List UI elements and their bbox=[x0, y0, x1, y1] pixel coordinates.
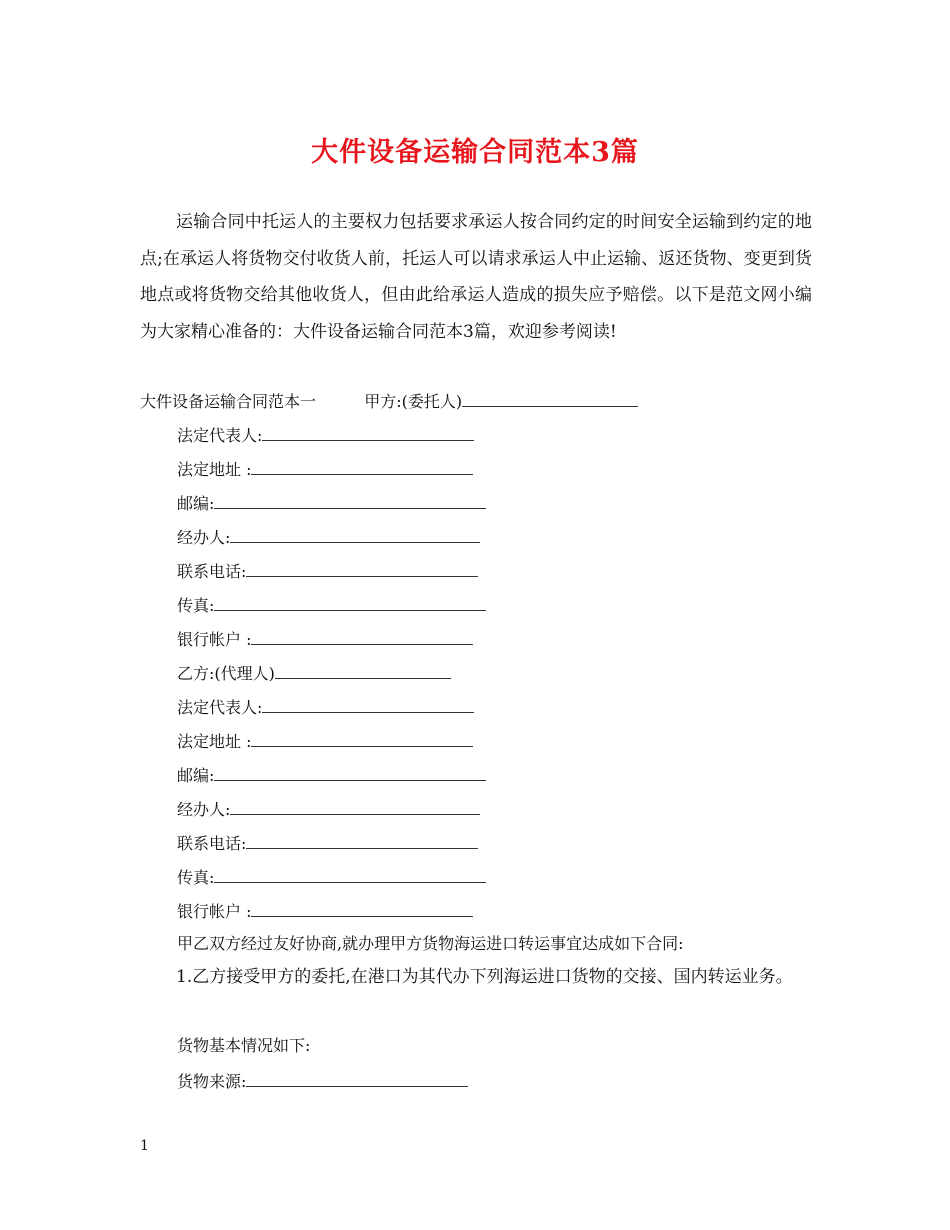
agreement-statement: 甲乙双方经过友好协商,就办理甲方货物海运进口转运事宜达成如下合同: bbox=[177, 934, 684, 953]
field-label: 经办人: bbox=[177, 800, 231, 819]
party-b-field bbox=[177, 796, 480, 820]
field-label: 邮编: bbox=[177, 766, 215, 785]
field-blank bbox=[262, 694, 474, 713]
party-a-field bbox=[177, 456, 473, 480]
party-b-field bbox=[177, 864, 486, 888]
field-blank bbox=[246, 558, 478, 577]
party-b-line bbox=[177, 660, 451, 684]
party-a-field bbox=[177, 524, 480, 548]
field-blank bbox=[214, 592, 486, 611]
field-label: 联系电话: bbox=[177, 834, 247, 853]
field-blank bbox=[230, 524, 480, 543]
field-label: 邮编: bbox=[177, 494, 215, 513]
goods-source-blank bbox=[246, 1068, 468, 1087]
party-a-field bbox=[177, 422, 474, 446]
field-blank bbox=[262, 422, 474, 441]
field-blank bbox=[214, 490, 486, 509]
party-b-field bbox=[177, 728, 473, 752]
contract-heading-line bbox=[140, 388, 638, 412]
goods-intro: 货物基本情况如下: bbox=[177, 1036, 311, 1055]
field-label: 法定地址 : bbox=[177, 460, 252, 479]
party-a-field bbox=[177, 490, 486, 514]
party-b-field bbox=[177, 762, 486, 786]
field-blank bbox=[251, 626, 473, 645]
field-blank bbox=[214, 762, 486, 781]
document-title: 大件设备运输合同范本3篇 bbox=[311, 137, 639, 168]
clause-1: 1.乙方接受甲方的委托,在港口为其代办下列海运进口货物的交接、国内转运业务。 bbox=[176, 967, 793, 987]
field-label: 法定地址 : bbox=[177, 732, 252, 751]
party-b-field bbox=[177, 694, 474, 718]
field-label: 联系电话: bbox=[177, 562, 247, 581]
field-blank bbox=[251, 728, 473, 747]
field-blank bbox=[230, 796, 480, 815]
goods-source-label: 货物来源: bbox=[177, 1072, 247, 1091]
contract-heading: 大件设备运输合同范本一 bbox=[140, 392, 317, 411]
field-label: 法定代表人: bbox=[177, 698, 263, 717]
field-label: 传真: bbox=[177, 868, 215, 887]
field-label: 传真: bbox=[177, 596, 215, 615]
party-b-field bbox=[177, 830, 478, 854]
field-label: 银行帐户 : bbox=[177, 630, 252, 649]
party-b-blank bbox=[275, 660, 451, 679]
party-a-blank bbox=[462, 388, 638, 407]
field-label: 法定代表人: bbox=[177, 426, 263, 445]
field-blank bbox=[251, 898, 473, 917]
field-blank bbox=[246, 830, 478, 849]
party-a-field bbox=[177, 558, 478, 582]
page-number: 1 bbox=[140, 1138, 149, 1154]
party-a-field bbox=[177, 626, 473, 650]
party-b-field bbox=[177, 898, 473, 922]
field-blank bbox=[214, 864, 486, 883]
party-a-field bbox=[177, 592, 486, 616]
field-label: 银行帐户 : bbox=[177, 902, 252, 921]
intro-paragraph: 运输合同中托运人的主要权力包括要求承运人按合同约定的时间安全运输到约定的地点;在承运人将货物交付收货人前，托运人可以请求承运人中止运输、返还货物、变更到货地点或将货物交给其他收货人，但由此给承运人造成的损失应予赔偿。以下是范文网小编为大家精心准备的：大件设备运输合同范本3篇，欢迎参考阅读! bbox=[140, 212, 812, 342]
field-blank bbox=[251, 456, 473, 475]
goods-source-line bbox=[177, 1068, 468, 1092]
field-label: 经办人: bbox=[177, 528, 231, 547]
party-b-label: 乙方:(代理人) bbox=[177, 664, 275, 683]
party-a-label: 甲方:(委托人) bbox=[364, 392, 463, 411]
